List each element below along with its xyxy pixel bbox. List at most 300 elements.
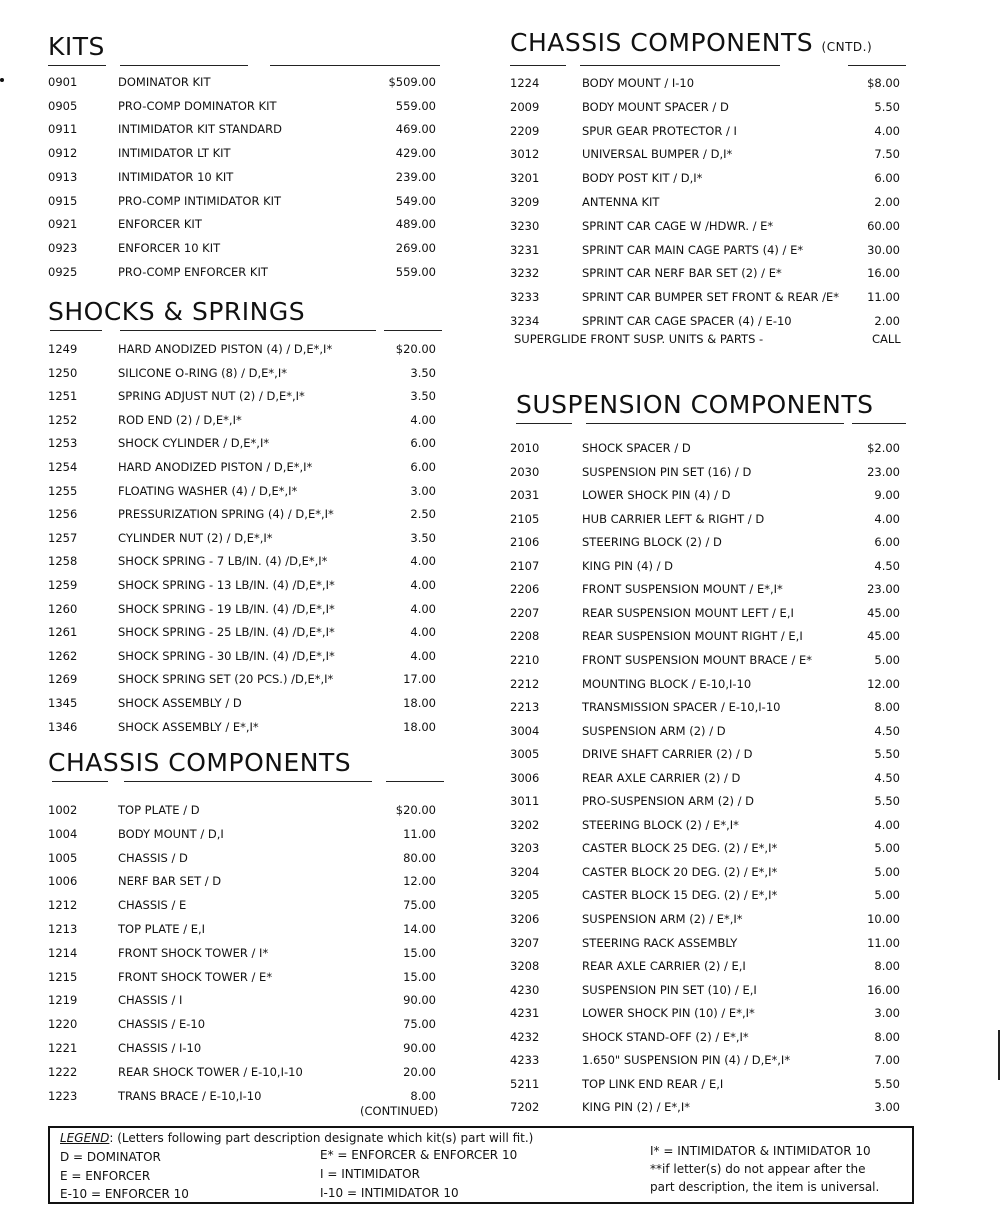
part-price: 489.00: [395, 217, 436, 232]
part-number: 2031: [510, 488, 540, 503]
part-description: CHASSIS / E-10: [118, 1017, 206, 1032]
part-price: 2.50: [410, 507, 436, 522]
shocks-row: [48, 622, 448, 642]
part-price: 6.00: [410, 436, 436, 451]
part-price: 75.00: [403, 898, 436, 913]
suspension-row: [510, 650, 910, 670]
part-price: 239.00: [395, 169, 436, 184]
part-price: 4.00: [410, 554, 436, 569]
part-description: UNIVERSAL BUMPER / D,I*: [582, 147, 733, 162]
part-number: 2030: [510, 464, 540, 479]
shocks-row: [48, 363, 448, 383]
part-description: PRO-COMP ENFORCER KIT: [118, 264, 268, 279]
suspension-row: [510, 626, 910, 646]
part-price: 559.00: [395, 98, 436, 113]
part-number: 3011: [510, 794, 540, 809]
suspension-row: [510, 485, 910, 505]
part-number: 1220: [48, 1017, 78, 1032]
part-price: $509.00: [388, 75, 436, 89]
part-number: 0913: [48, 169, 78, 184]
chassis-row: [48, 824, 448, 844]
part-description: PRO-COMP DOMINATOR KIT: [118, 98, 277, 113]
chassis-cntd-row: [510, 192, 910, 212]
part-number: 3209: [510, 195, 540, 209]
part-description: SPUR GEAR PROTECTOR / I: [582, 123, 737, 138]
kits-row: [48, 119, 448, 139]
shocks-row: [48, 528, 448, 548]
part-description: SHOCK SPRING - 13 LB/IN. (4) /D,E*,I*: [118, 578, 335, 592]
chassis-row: [48, 943, 448, 963]
part-description: STEERING RACK ASSEMBLY: [582, 935, 738, 950]
part-description: INTIMIDATOR KIT STANDARD: [118, 122, 282, 137]
chassis-row: [48, 871, 448, 891]
part-number: 1002: [48, 803, 78, 817]
part-price: 3.00: [874, 1006, 900, 1021]
shocks-row: [48, 481, 448, 501]
part-number: 2105: [510, 511, 540, 526]
part-number: 1345: [48, 696, 78, 710]
superglide-price: CALL: [872, 332, 901, 346]
chassis-cntd-row: [510, 168, 910, 188]
kits-section: [48, 32, 448, 283]
shocks-row: [48, 693, 448, 713]
chassis-row: [48, 1014, 448, 1034]
part-price: 8.00: [874, 959, 900, 974]
part-price: 90.00: [403, 993, 436, 1008]
part-description: TOP PLATE / D: [118, 803, 200, 817]
part-number: 1256: [48, 507, 78, 522]
shocks-row: [48, 457, 448, 477]
part-price: 5.50: [874, 99, 900, 114]
part-number: 1222: [48, 1064, 78, 1079]
part-price: 559.00: [395, 264, 436, 279]
suspension-row: [510, 744, 910, 764]
part-number: 1258: [48, 554, 78, 569]
part-number: 0925: [48, 264, 78, 279]
part-description: SHOCK ASSEMBLY / E*,I*: [118, 719, 259, 734]
chassis-row: [48, 967, 448, 987]
part-description: SPRINT CAR CAGE SPACER (4) / E-10: [582, 314, 792, 328]
part-description: INTIMIDATOR LT KIT: [118, 146, 231, 161]
shocks-row: [48, 669, 448, 689]
kits-row: [48, 238, 448, 258]
part-price: 4.00: [874, 123, 900, 138]
suspension-row: [510, 462, 910, 482]
suspension-title: SUSPENSION COMPONENTS: [516, 390, 874, 419]
part-price: 8.00: [874, 1029, 900, 1044]
part-price: 6.00: [410, 460, 436, 474]
legend-item: I* = INTIMIDATOR & INTIMIDATOR 10: [650, 1144, 871, 1158]
part-price: 80.00: [403, 850, 436, 865]
part-price: $20.00: [395, 342, 436, 356]
part-price: 4.50: [874, 558, 900, 573]
part-price: 8.00: [874, 700, 900, 715]
part-description: CASTER BLOCK 20 DEG. (2) / E*,I*: [582, 864, 778, 879]
legend-intro: : (Letters following part description designate which kit(s) part will fit.): [109, 1131, 534, 1145]
part-description: INTIMIDATOR 10 KIT: [118, 169, 234, 184]
part-price: 14.00: [403, 922, 436, 936]
chassis-cntd-row: [510, 287, 910, 307]
part-price: 469.00: [395, 122, 436, 137]
part-number: 1213: [48, 922, 78, 936]
part-price: 11.00: [867, 290, 900, 305]
part-price: 2.00: [874, 195, 900, 209]
part-price: 5.50: [874, 1076, 900, 1091]
part-price: 7.00: [874, 1053, 900, 1068]
part-number: 1252: [48, 412, 78, 427]
kits-row: [48, 214, 448, 234]
part-number: 0912: [48, 146, 78, 161]
chassis-cntd-title: [510, 28, 910, 62]
part-number: 1215: [48, 969, 78, 984]
legend-label: LEGEND: [60, 1131, 110, 1145]
part-number: 2213: [510, 700, 540, 715]
chassis-cntd-row: [510, 263, 910, 283]
part-number: 2207: [510, 605, 540, 620]
shocks-row: [48, 646, 448, 666]
part-description: REAR SUSPENSION MOUNT RIGHT / E,I: [582, 629, 803, 644]
part-number: 1224: [510, 76, 540, 90]
part-description: TOP LINK END REAR / E,I: [582, 1076, 724, 1091]
part-price: 4.00: [410, 601, 436, 616]
part-number: 1253: [48, 436, 78, 451]
legend-box: [48, 1126, 914, 1204]
shocks-row: [48, 717, 448, 737]
part-number: 1251: [48, 389, 78, 404]
legend-item: part description, the item is universal.: [650, 1180, 880, 1194]
shocks-title: SHOCKS & SPRINGS: [48, 297, 306, 326]
part-number: 1214: [48, 945, 78, 960]
suspension-row: [510, 862, 910, 882]
part-price: 4.50: [874, 770, 900, 785]
part-price: 8.00: [410, 1088, 436, 1103]
part-price: 7.50: [874, 147, 900, 162]
part-number: 3203: [510, 841, 540, 856]
part-number: 3005: [510, 747, 540, 762]
part-number: 2107: [510, 558, 540, 573]
suspension-row: [510, 791, 910, 811]
part-description: HARD ANODIZED PISTON (4) / D,E*,I*: [118, 342, 333, 356]
chassis-title: CHASSIS COMPONENTS: [48, 748, 352, 777]
suspension-row: [510, 1097, 910, 1117]
legend-item: **if letter(s) do not appear after the: [650, 1162, 866, 1176]
chassis-cntd-row: [510, 216, 910, 236]
suspension-row: [510, 838, 910, 858]
part-price: 11.00: [867, 935, 900, 950]
part-description: SPRING ADJUST NUT (2) / D,E*,I*: [118, 389, 305, 404]
chassis-cntd-row: [510, 311, 910, 331]
part-price: 4.00: [410, 578, 436, 592]
part-number: 3202: [510, 817, 540, 832]
part-description: CHASSIS / I: [118, 993, 183, 1008]
part-description: CYLINDER NUT (2) / D,E*,I*: [118, 530, 273, 545]
part-number: 1346: [48, 719, 78, 734]
part-number: 1261: [48, 625, 78, 640]
shocks-section: [48, 297, 448, 736]
suspension-row: [510, 532, 910, 552]
chassis-row: [48, 1038, 448, 1058]
part-description: 1.650" SUSPENSION PIN (4) / D,E*,I*: [582, 1053, 791, 1068]
part-description: SHOCK SPACER / D: [582, 441, 691, 455]
part-price: 4.00: [410, 648, 436, 663]
part-description: SILICONE O-RING (8) / D,E*,I*: [118, 365, 287, 380]
part-number: 1221: [48, 1041, 78, 1055]
part-description: SPRINT CAR BUMPER SET FRONT & REAR /E*: [582, 290, 839, 305]
legend-heading: [60, 1131, 533, 1145]
part-number: 3233: [510, 290, 540, 305]
part-description: REAR SHOCK TOWER / E-10,I-10: [118, 1064, 303, 1079]
part-number: 2010: [510, 441, 540, 455]
part-price: 9.00: [874, 488, 900, 503]
part-price: 4.00: [874, 817, 900, 832]
part-description: PRO-COMP INTIMIDATOR KIT: [118, 193, 282, 208]
suspension-row: [510, 933, 910, 953]
part-price: 16.00: [867, 982, 900, 997]
part-description: SUSPENSION ARM (2) / E*,I*: [582, 912, 743, 926]
part-description: LOWER SHOCK PIN (4) / D: [582, 488, 731, 503]
part-description: FRONT SHOCK TOWER / E*: [118, 969, 273, 984]
suspension-row: [510, 885, 910, 905]
part-description: PRO-SUSPENSION ARM (2) / D: [582, 794, 755, 809]
chassis-cntd-title-text: CHASSIS COMPONENTS: [510, 28, 814, 57]
shocks-row: [48, 504, 448, 524]
shocks-row: [48, 339, 448, 359]
chassis-cntd-row: [510, 97, 910, 117]
part-description: SHOCK SPRING - 19 LB/IN. (4) /D,E*,I*: [118, 601, 335, 616]
shocks-row: [48, 433, 448, 453]
part-description: HARD ANODIZED PISTON / D,E*,I*: [118, 460, 313, 474]
suspension-row: [510, 438, 910, 458]
suspension-row: [510, 1074, 910, 1094]
part-description: MOUNTING BLOCK / E-10,I-10: [582, 676, 752, 691]
part-number: 3006: [510, 770, 540, 785]
part-number: 3012: [510, 147, 540, 162]
part-price: 3.00: [874, 1100, 900, 1115]
part-number: 4230: [510, 982, 540, 997]
part-number: 3204: [510, 864, 540, 879]
part-number: 4231: [510, 1006, 540, 1021]
part-number: 1254: [48, 460, 78, 474]
part-number: 1005: [48, 850, 78, 865]
part-number: 1219: [48, 993, 78, 1008]
part-price: 6.00: [874, 535, 900, 550]
part-number: 1212: [48, 898, 78, 913]
part-description: REAR AXLE CARRIER (2) / D: [582, 770, 741, 785]
part-description: NERF BAR SET / D: [118, 874, 222, 889]
part-description: SHOCK SPRING SET (20 PCS.) /D,E*,I*: [118, 672, 334, 687]
suspension-row: [510, 956, 910, 976]
part-description: SUSPENSION PIN SET (10) / E,I: [582, 982, 757, 997]
shocks-row: [48, 575, 448, 595]
chassis-section: [48, 748, 448, 1118]
part-price: 17.00: [403, 672, 436, 687]
part-description: SHOCK ASSEMBLY / D: [118, 696, 242, 710]
part-number: 1255: [48, 483, 78, 498]
part-number: 1250: [48, 365, 78, 380]
part-description: SUSPENSION PIN SET (16) / D: [582, 464, 752, 479]
superglide-note: SUPERGLIDE FRONT SUSP. UNITS & PARTS -: [514, 332, 764, 346]
part-description: FRONT SUSPENSION MOUNT BRACE / E*: [582, 652, 813, 667]
suspension-row: [510, 556, 910, 576]
part-description: SHOCK STAND-OFF (2) / E*,I*: [582, 1029, 749, 1044]
kits-rules: [48, 62, 448, 70]
part-number: 3234: [510, 314, 540, 328]
part-price: 429.00: [395, 146, 436, 161]
part-description: BODY POST KIT / D,I*: [582, 171, 703, 186]
part-price: 6.00: [874, 171, 900, 186]
part-number: 7202: [510, 1100, 540, 1115]
part-description: HUB CARRIER LEFT & RIGHT / D: [582, 511, 765, 526]
part-price: 16.00: [867, 266, 900, 281]
part-price: 3.00: [410, 483, 436, 498]
chassis-table: [48, 800, 448, 1109]
kits-row: [48, 96, 448, 116]
suspension-row: [510, 768, 910, 788]
chassis-rules: [48, 778, 448, 786]
legend-item: E-10 = ENFORCER 10: [60, 1187, 189, 1201]
legend-item: E = ENFORCER: [60, 1169, 151, 1183]
suspension-row: [510, 579, 910, 599]
part-price: 10.00: [867, 912, 900, 926]
part-description: LOWER SHOCK PIN (10) / E*,I*: [582, 1006, 755, 1021]
part-number: 5211: [510, 1076, 540, 1091]
chassis-row: [48, 1062, 448, 1082]
part-price: 11.00: [403, 826, 436, 841]
kits-row: [48, 143, 448, 163]
part-number: 3232: [510, 266, 540, 281]
part-number: 2210: [510, 652, 540, 667]
part-number: 2212: [510, 676, 540, 691]
chassis-cntd-table: [510, 73, 910, 335]
part-number: 2208: [510, 629, 540, 644]
part-description: REAR AXLE CARRIER (2) / E,I: [582, 959, 746, 974]
suspension-row: [510, 697, 910, 717]
part-description: CHASSIS / E: [118, 898, 187, 913]
part-number: 1249: [48, 342, 78, 356]
suspension-row: [510, 674, 910, 694]
suspension-rules: [510, 420, 910, 428]
shocks-row: [48, 386, 448, 406]
part-number: 2009: [510, 99, 540, 114]
part-number: 4232: [510, 1029, 540, 1044]
shocks-row: [48, 551, 448, 571]
part-price: 12.00: [867, 676, 900, 691]
part-price: 3.50: [410, 530, 436, 545]
part-number: 3004: [510, 723, 540, 738]
part-description: ENFORCER KIT: [118, 217, 202, 232]
part-price: 20.00: [403, 1064, 436, 1079]
part-number: 3207: [510, 935, 540, 950]
part-number: 4233: [510, 1053, 540, 1068]
shocks-table: [48, 339, 448, 740]
part-price: 75.00: [403, 1017, 436, 1032]
kits-row: [48, 191, 448, 211]
part-description: FLOATING WASHER (4) / D,E*,I*: [118, 483, 298, 498]
part-price: 23.00: [867, 582, 900, 597]
part-price: 3.50: [410, 389, 436, 404]
part-price: 30.00: [867, 242, 900, 257]
part-price: 18.00: [403, 696, 436, 710]
part-description: SHOCK SPRING - 30 LB/IN. (4) /D,E*,I*: [118, 648, 335, 663]
part-price: 5.50: [874, 747, 900, 762]
part-description: SHOCK CYLINDER / D,E*,I*: [118, 436, 270, 451]
part-number: 0905: [48, 98, 78, 113]
suspension-row: [510, 1050, 910, 1070]
kits-table: [48, 72, 448, 285]
chassis-row: [48, 800, 448, 820]
part-description: SPRINT CAR NERF BAR SET (2) / E*: [582, 266, 782, 281]
part-description: CASTER BLOCK 25 DEG. (2) / E*,I*: [582, 841, 778, 856]
part-number: 1223: [48, 1088, 78, 1103]
kits-row: [48, 167, 448, 187]
suspension-row: [510, 980, 910, 1000]
part-description: BODY MOUNT / I-10: [582, 76, 695, 90]
part-number: 1260: [48, 601, 78, 616]
part-description: STEERING BLOCK (2) / E*,I*: [582, 817, 739, 832]
part-description: TRANSMISSION SPACER / E-10,I-10: [582, 700, 781, 715]
part-description: CHASSIS / I-10: [118, 1041, 202, 1055]
part-price: 12.00: [403, 874, 436, 889]
part-price: 549.00: [395, 193, 436, 208]
part-price: 4.00: [410, 625, 436, 640]
chassis-row: [48, 990, 448, 1010]
part-number: 2209: [510, 123, 540, 138]
shocks-row: [48, 599, 448, 619]
part-number: 0911: [48, 122, 78, 137]
part-price: $8.00: [867, 76, 900, 90]
part-number: 1259: [48, 578, 78, 592]
part-price: 45.00: [867, 629, 900, 644]
kits-row: [48, 72, 448, 92]
part-number: 3201: [510, 171, 540, 186]
suspension-row: [510, 721, 910, 741]
suspension-row: [510, 1027, 910, 1047]
suspension-row: [510, 815, 910, 835]
part-price: 15.00: [403, 945, 436, 960]
part-price: $20.00: [395, 803, 436, 817]
part-number: 1004: [48, 826, 78, 841]
chassis-cntd-row: [510, 73, 910, 93]
part-description: TOP PLATE / E,I: [118, 922, 206, 936]
part-description: KING PIN (4) / D: [582, 558, 674, 573]
chassis-cntd-section: [510, 28, 910, 346]
part-description: STEERING BLOCK (2) / D: [582, 535, 722, 550]
kits-row: [48, 262, 448, 282]
part-number: 2106: [510, 535, 540, 550]
chassis-row: [48, 895, 448, 915]
part-number: 0921: [48, 217, 78, 232]
part-description: REAR SUSPENSION MOUNT LEFT / E,I: [582, 605, 794, 620]
part-number: 2206: [510, 582, 540, 597]
part-number: 1257: [48, 530, 78, 545]
part-description: ENFORCER 10 KIT: [118, 240, 221, 255]
part-price: 5.50: [874, 794, 900, 809]
part-price: 269.00: [395, 240, 436, 255]
chassis-row: [48, 848, 448, 868]
part-price: 90.00: [403, 1041, 436, 1055]
part-price: 4.50: [874, 723, 900, 738]
chassis-cntd-rules: [510, 62, 910, 70]
part-number: 0923: [48, 240, 78, 255]
chassis-row: [48, 919, 448, 939]
part-number: 3230: [510, 218, 540, 233]
shocks-rules: [48, 327, 448, 335]
kits-title: KITS: [48, 32, 105, 61]
part-price: 3.50: [410, 365, 436, 380]
part-description: BODY MOUNT SPACER / D: [582, 99, 729, 114]
suspension-row: [510, 909, 910, 929]
part-description: SPRINT CAR CAGE W /HDWR. / E*: [582, 218, 774, 233]
